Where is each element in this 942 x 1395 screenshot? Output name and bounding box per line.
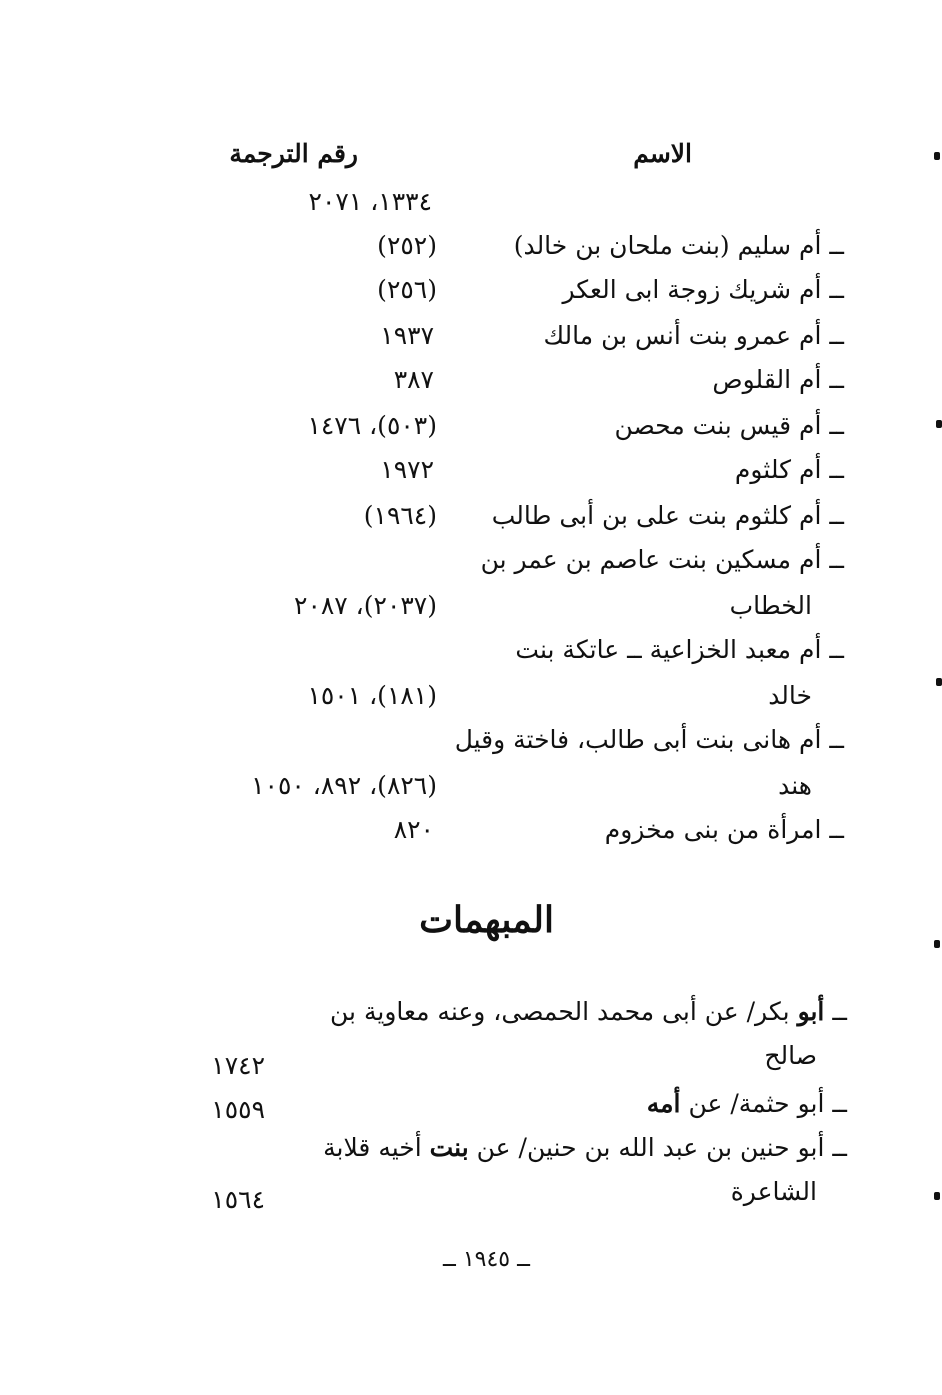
page-number: ــ ١٩٤٥ ــ xyxy=(442,1247,530,1272)
mubham-entry-2 xyxy=(647,1088,847,1120)
mubham-entry-3 xyxy=(323,1132,847,1164)
entry-name: ــ أم كلثوم xyxy=(734,455,844,484)
entry-name: ــ أم سليم (بنت ملحان بن خالد) xyxy=(513,231,844,260)
entry-name: ــ أم عمرو بنت أنس بن مالك xyxy=(543,321,844,350)
entry-name: ــ أم مسكين بنت عاصم بن عمر بن xyxy=(480,545,844,574)
entry-dash: ــ xyxy=(824,997,847,1026)
mubham-entry-3-continuation: الشاعرة xyxy=(730,1177,817,1206)
entry-name-continuation: هند xyxy=(778,771,812,800)
entry-text: أخيه قلابة xyxy=(323,1133,430,1162)
entry-number: (١٩٦٤) xyxy=(363,501,437,530)
entry-name-continuation: خالد xyxy=(768,681,812,710)
entry-number: (٢٠٣٧)، ٢٠٨٧ xyxy=(294,591,437,620)
scan-edge-mark xyxy=(936,678,942,686)
bold-word: أمه xyxy=(646,1089,681,1118)
mubham-number: ١٥٥٩ xyxy=(211,1095,265,1124)
mubham-entry-1 xyxy=(330,996,847,1028)
scan-edge-mark xyxy=(934,940,940,948)
entry-name: ــ أم كلثوم بنت على بن أبى طالب xyxy=(491,501,844,530)
column-header-number: رقم الترجمة xyxy=(229,139,358,168)
entry-number: ١٩٣٧ xyxy=(380,321,434,350)
entry-text: بكر/ عن أبى محمد الحمصى، وعنه معاوية بن xyxy=(330,997,798,1026)
entry-number: ٨٢٠ xyxy=(393,815,434,844)
mubham-number: ١٥٦٤ xyxy=(211,1185,265,1214)
bold-word: بنت xyxy=(429,1133,469,1162)
entry-name: ــ أم قيس بنت محصن xyxy=(614,411,844,440)
bold-word: أبو xyxy=(797,997,825,1026)
entry-name: ــ أم معبد الخزاعية ــ عاتكة بنت xyxy=(515,635,844,664)
entry-number: (٢٥٢) xyxy=(377,231,437,260)
section-title: المبهمات xyxy=(419,899,554,941)
scan-edge-mark xyxy=(934,152,940,160)
entry-number: (٨٢٦)، ٨٩٢، ١٠٥٠ xyxy=(251,771,437,800)
entry-name: ــ امرأة من بنى مخزوم xyxy=(604,815,844,844)
mubham-entry-1-continuation: صالح xyxy=(764,1041,817,1070)
entry-number: ١٩٧٢ xyxy=(380,455,434,484)
entry-number: (٥٠٣)، ١٤٧٦ xyxy=(307,411,437,440)
column-header-name: الاسم xyxy=(633,139,692,168)
entry-text: ــ أبو حنين بن عبد الله بن حنين/ عن xyxy=(468,1133,847,1162)
mubham-number: ١٧٤٢ xyxy=(211,1051,265,1080)
entry-name: ــ أم شريك زوجة ابى العكر xyxy=(562,275,844,304)
entry-name: ــ أم القلوص xyxy=(712,365,844,394)
entry-name: ــ أم هانى بنت أبى طالب، فاختة وقيل xyxy=(454,725,844,754)
entry-name-continuation: الخطاب xyxy=(729,591,812,620)
entry-number: ١٣٣٤، ٢٠٧١ xyxy=(308,187,432,216)
scan-edge-mark xyxy=(934,1192,940,1200)
entry-number: (٢٥٦) xyxy=(377,275,437,304)
scan-edge-mark xyxy=(936,420,942,428)
entry-text: ــ أبو حثمة/ عن xyxy=(680,1089,847,1118)
entry-number: (١٨١)، ١٥٠١ xyxy=(307,681,437,710)
entry-number: ٣٨٧ xyxy=(393,365,434,394)
